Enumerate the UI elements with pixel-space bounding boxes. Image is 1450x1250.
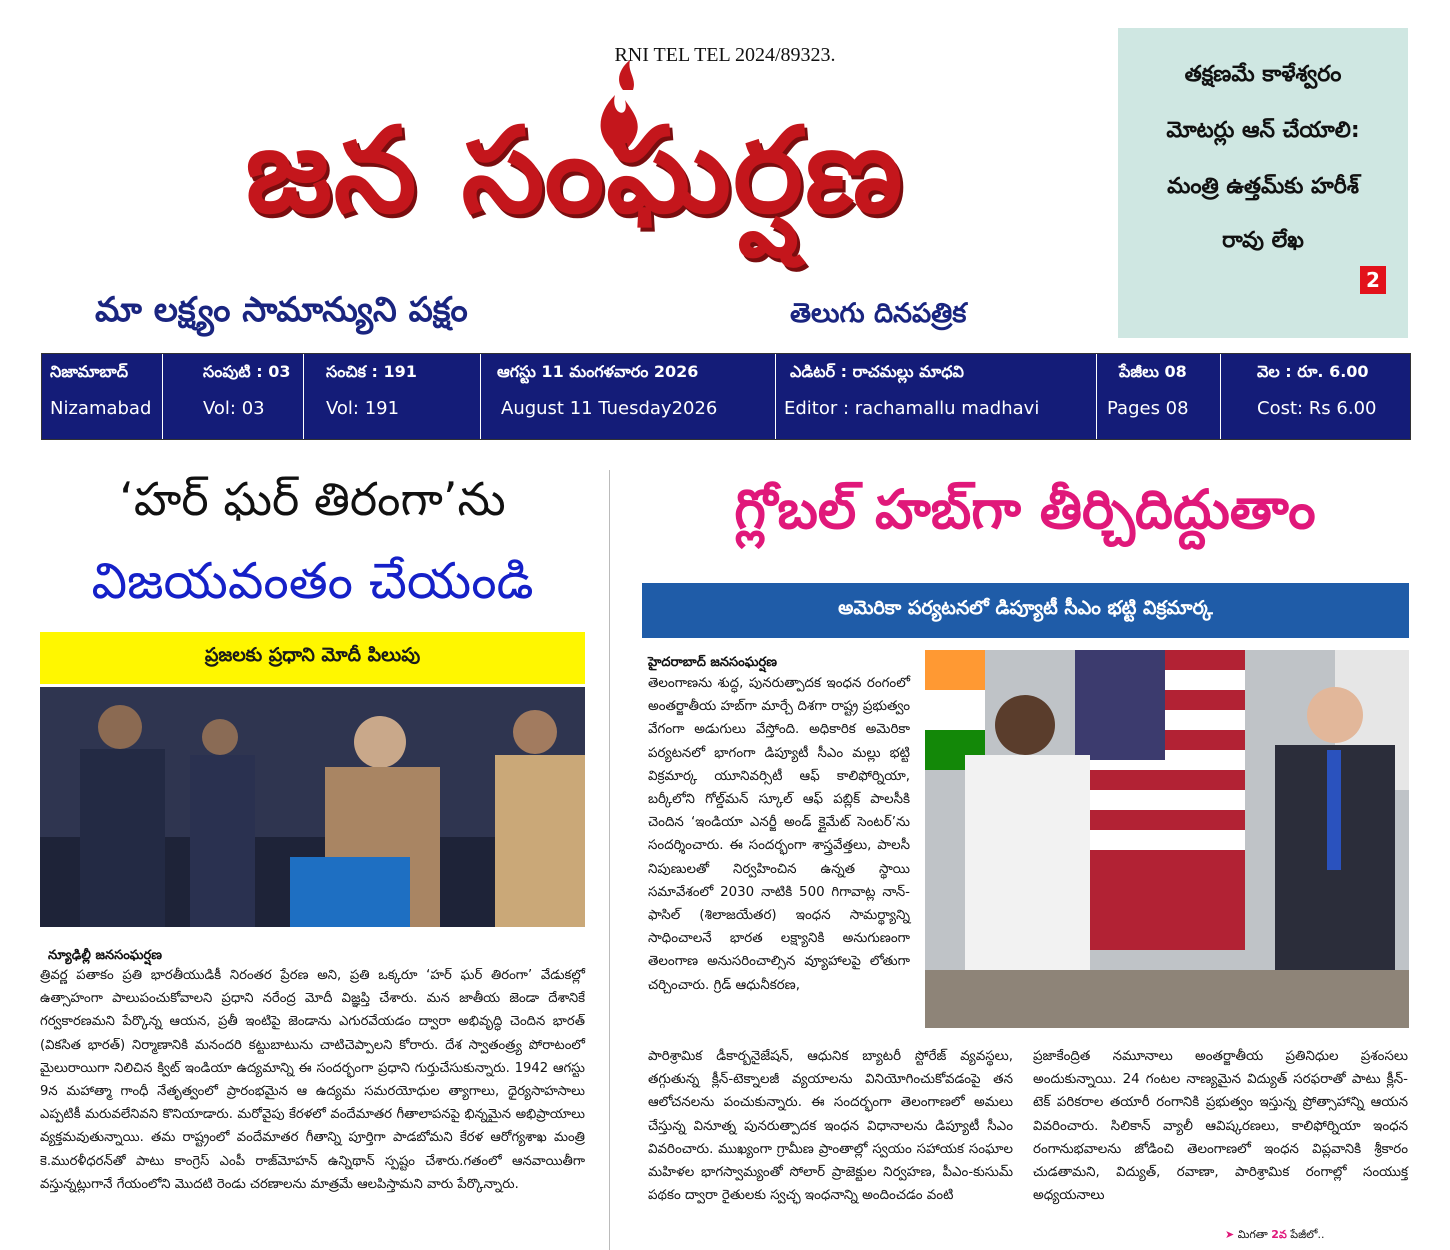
dateline-text: హైదరాబాద్ జనసంఘర్షణ [648,655,777,670]
info-te: వెల : రూ. 6.00 [1257,362,1369,381]
info-editor [776,354,1097,439]
teaser-line: తక్షణమే కాళేశ్వరం [1184,62,1342,87]
continued-on-link[interactable] [1225,1228,1324,1244]
left-story-body: త్రివర్ణ పతాకం ప్రతి భారతీయుడికీ నిరంతర ప్రేరణ అని, ప్రతి ఒక్కరూ ‘హర్ ఘర్ తిరంగా’ వేడుకల్లో ఉత్సాహంగా పాలుపంచుకోవాలని ప్రధాని నరేంద్ర మోదీ విజ్ఞప్తి చేశారు. మన జాతీయ జెండా దేశానికే గర్వకారణమని పేర్కొన్న ఆయన, ప్రతీ ఇంటిపై జెండాను ఎగురవేయడం ద్వారా అభివృద్ధి చెందిన భారత్ (వికసిత భారత్) నిర్మాణానికి మనందరి కట్టుబాటును చాటిచెప్పాలని కోరారు. దేశ స్వాతంత్ర్య పోరాటంలో మైలురాయిగా నిలిచిన క్విట్ ఇండియా ఉద్యమాన్ని ఈ సందర్భంగా ప్రధాని గుర్తుచేసుకున్నారు. 1942 ఆగస్టు 9న మహాత్మా గాంధీ నేతృత్వంలో ప్రారంభమైన ఆ ఉద్యమ సమరయోధుల త్యాగాలు, ధైర్యసాహసాలు ఎప్పటికీ మరువలేనివని కొనియాడారు. మరోవైపు కేరళలో వందేమాతర గీతాలాపనపై భిన్నమైన అభిప్రాయాలు వ్యక్తమవుతున్నాయి. తమ రాష్ట్రంలో వందేమాతర గీతాన్ని పూర్తిగా పాడబోమని కేరళ ఆరోగ్యశాఖ మంత్రి కె.మురళీధరన్‌తో పాటు కాంగ్రెస్ ఎంపీ రాజ్‌మోహన్ ఉన్నిథాన్ స్పష్టం చేశారు.గతంలో ఆనవాయితీగా వస్తున్నట్లుగానే గేయంలోని మొదటి రెండు చరణాలను మాత్రమే ఆలపిస్తామని వారు పేర్కొన్నారు. [40,968,585,1192]
left-subhead: ప్రజలకు ప్రధాని మోదీ పిలుపు [204,644,421,666]
info-en: August 11 Tuesday2026 [501,398,718,419]
teaser-page-badge: 2 [1360,266,1386,294]
right-story-body-col2: పారిశ్రామిక డీకార్బనైజేషన్, ఆధునిక బ్యాటరీ స్టోరేజ్ వ్యవస్థలు, తగ్గుతున్న క్లీన్-టెక్నాలజీ వ్యయాలను వినియోగించుకోవడంపై తన ఆలోచనలను పంచుకున్నారు. ఈ సందర్భంగా తెలంగాణలో అమలు చేస్తున్న వినూత్న పునరుత్పాదక ఇంధన విధానాలను డిప్యూటీ సీఎం వివరించారు. ముఖ్యంగా గ్రామీణ ప్రాంతాల్లో స్వయం సహాయక సంఘాల మహిళల భాగస్వామ్యంతో సోలార్ ప్రాజెక్టుల నిర్వహణ, పీఎం-కుసుమ్ పథకం ద్వారా రైతులకు స్వచ్ఛ ఇంధనాన్ని అందించడం వంటి [648,1049,1013,1204]
column-divider [609,470,610,1250]
dateline-text: న్యూఢిల్లీ జనసంఘర్షణ [48,948,162,963]
info-en: Pages 08 [1107,398,1189,419]
info-te: నిజామాబాద్ [50,362,128,381]
right-story-body-col1: తెలంగాణను శుద్ధ, పునరుత్పాదక ఇంధన రంగంలో అంతర్జాతీయ హబ్‌గా మార్చే దిశగా రాష్ట్ర ప్రభుత్వం వేగంగా అడుగులు వేస్తోంది. అధికారిక అమెరికా పర్యటనలో భాగంగా డిప్యూటీ సీఎం మల్లు భట్టి విక్రమార్క యూనివర్సిటీ ఆఫ్ కాలిఫోర్నియా, బర్కీలోని గోల్డ్‌మన్ స్కూల్ ఆఫ్ పబ్లిక్ పాలసీకి చెందిన ‘ఇండియా ఎనర్జీ అండ్ క్లైమేట్ సెంటర్’ను సందర్శించారు. ఈ సందర్భంగా శాస్త్రవేత్తలు, పాలసీ నిపుణులతో నిర్వహించిన ఉన్నత స్థాయి సమావేశంలో 2030 నాటికి 500 గిగావాట్ల నాన్-ఫాసిల్ (శిలాజయేతర) ఇంధన సామర్థ్యాన్ని సాధించాలనే భారత లక్ష్యానికి అనుగుణంగా తెలంగాణ అనుసరించాల్సిన వ్యూహాలపై లోతుగా చర్చించారు. గ్రిడ్ ఆధునీకరణ, [648,676,910,993]
info-price [1221,354,1409,439]
info-te: ఎడిటర్ : రాచమల్లు మాధవి [790,362,964,381]
right-story-photo[interactable] [925,650,1409,1028]
info-en: Cost: Rs 6.00 [1257,398,1377,419]
info-te: ఆగస్టు 11 మంగళవారం 2026 [497,362,699,381]
right-subhead: అమెరికా పర్యటనలో డిప్యూటీ సీఎం భట్టి విక్రమార్క [838,597,1213,619]
info-issue [304,354,481,439]
left-headline-line2[interactable]: విజయవంతం చేయండి [91,552,534,610]
info-en: Vol: 191 [326,398,400,419]
continued-suffix: పేజీలో.. [1290,1228,1325,1241]
info-te: పేజీలు 08 [1119,362,1187,381]
left-dateline [48,944,162,966]
info-en: Editor : rachamallu madhavi [784,398,1040,419]
left-story-photo[interactable] [40,687,585,927]
continued-page: 2వ [1271,1228,1287,1241]
info-te: సంచిక : 191 [326,362,417,381]
daily-label: తెలుగు దినపత్రిక [790,298,967,329]
teaser-line: మంత్రి ఉత్తమ్‌కు హరీశ్ [1167,174,1359,199]
issue-info-bar [41,353,1411,440]
left-subhead-banner [40,632,585,684]
teaser-line: మోటర్లు ఆన్ చేయాలి: [1166,118,1360,143]
info-en: Vol: 03 [203,398,265,419]
info-date [481,354,776,439]
info-pages [1097,354,1221,439]
newspaper-title: జన సంఘర్షణ [245,101,905,239]
info-te: సంపుటి : 03 [203,362,291,381]
info-volume [163,354,304,439]
left-headline-line1[interactable]: ‘హర్ ఘర్ తిరంగా’ను [119,472,506,526]
photo-placeholder-icon [925,650,1409,1028]
photo-placeholder-icon [40,687,585,927]
rni-number: RNI TEL TEL 2024/89323. [614,44,836,66]
right-subhead-banner [642,583,1409,638]
teaser-line: రావు లేఖ [1222,228,1304,253]
slogan: మా లక్ష్యం సామాన్యుని పక్షం [95,290,468,330]
newspaper-logo [95,60,1055,290]
side-teaser-box[interactable] [1118,28,1408,338]
arrow-icon: ➤ [1225,1228,1235,1241]
continued-label: మిగతా [1237,1228,1268,1241]
right-dateline [648,651,777,673]
info-city [42,354,163,439]
info-en: Nizamabad [50,398,152,419]
right-story-body-col3: ప్రజాకేంద్రిత నమూనాలు అంతర్జాతీయ ప్రతినిధుల ప్రశంసలు అందుకున్నాయి. 24 గంటల నాణ్యమైన విద్యుత్ సరఫరాతో పాటు క్లీన్-టెక్ పరికరాల తయారీ రంగానికి ప్రభుత్వం ఇస్తున్న ప్రోత్సాహాన్ని ఆయన వివరించారు. సిలికాన్ వ్యాలీ ఆవిష్కరణలు, కాలిఫోర్నియా ఇంధన రంగానుభవాలను జోడించి తెలంగాణలో ఇంధన విప్లవానికి శ్రీకారం చుడతామని, విద్యుత్, రవాణా, పారిశ్రామిక రంగాల్లో సంయుక్త అధ్యయనాలు [1033,1049,1408,1204]
right-headline[interactable]: గ్లోబల్ హబ్‌గా తీర్చిదిద్దుతాం [734,478,1316,541]
